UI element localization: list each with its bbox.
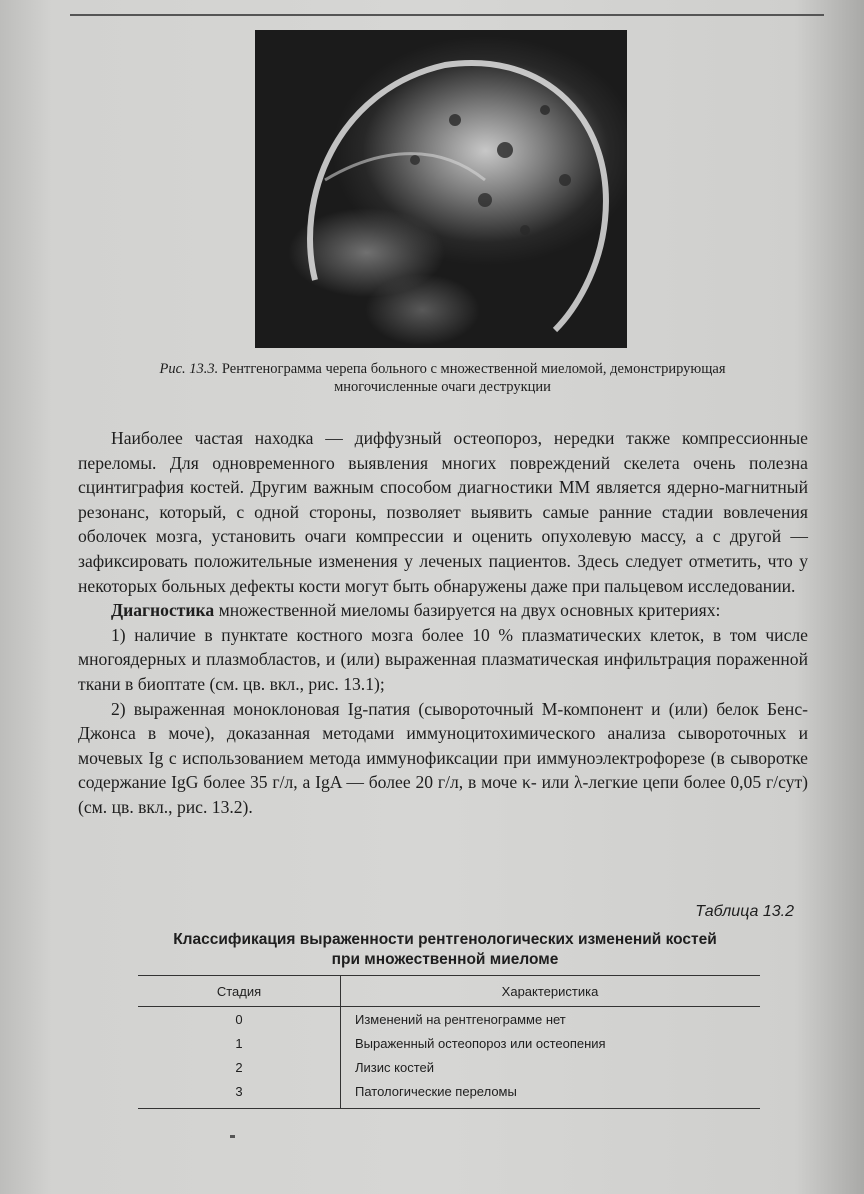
table-header-row (138, 976, 760, 1007)
table-number: Таблица 13.2 (695, 903, 794, 920)
stage-cell: 1 (138, 1031, 341, 1055)
figure-caption (75, 360, 810, 396)
description-cell: Изменений на рентгенограмме нет (355, 1011, 566, 1027)
stages-table (138, 975, 760, 1109)
stage-cell: 2 (138, 1055, 341, 1079)
skull-outline-illustration (255, 30, 627, 348)
description-cell: Лизис костей (355, 1059, 434, 1075)
paragraph-findings: Наиболее частая находка — диффузный остеопороз, нередки также компрессионные переломы. Для одновременного выявления многих повреждений скелета очень полезна сцинтиграфия костей. Другим важным способом диагностики ММ является ядерно-магнитный резонанс, который, с одной стороны, позволяет выявить самые ранние стадии вовлечения оболочек мозга, установить очаги компрессии и оценить опухолевую массу, а с другой — зафиксировать положительные изменения у леченых пациентов. Здесь следует отметить, что у некоторых больных дефекты кости могут быть обнаружены даже при пальцевом исследовании. (78, 428, 808, 596)
main-text (78, 426, 808, 820)
table-title-line-1: Классификация выраженности рентгенологических изменений костей (173, 931, 717, 948)
column-header-stage: Стадия (138, 976, 341, 1007)
running-header-rule (70, 0, 824, 16)
skull-xray-image (255, 30, 627, 348)
table-title (100, 930, 790, 970)
stage-cell: 3 (138, 1079, 341, 1109)
description-cell: Патологические переломы (341, 1079, 761, 1109)
table-title-line-2: при множественной миеломе (331, 951, 559, 968)
description-cell: Выраженный остеопороз или остеопения (355, 1035, 606, 1051)
paragraph-diagnostics (78, 598, 808, 623)
figure-caption-text-2: многочисленные очаги деструкции (334, 379, 551, 395)
table-row (138, 1007, 760, 1032)
paragraph-criterion-2: 2) выраженная моноклоновая Ig-патия (сывороточный М-компонент и (или) белок Бенс-Джонса в моче), доказанная методами иммуноцитохимического анализа сывороточных и мочевых Ig с использованием метода иммунофиксации при иммуноэлектрофорезе (в сыворотке содержание IgG более 35 г/л, а IgA — более 20 г/л, в моче κ- или λ-легкие цепи более 0,05 г/сут) (см. цв. вкл., рис. 13.2). (78, 698, 808, 817)
print-mark (230, 1135, 235, 1138)
diagnostics-intro: множественной миеломы базируется на двух основных критериях: (214, 600, 721, 621)
table-row (138, 1031, 760, 1055)
paragraph-criterion-1: 1) наличие в пунктате костного мозга более 10 % плазматических клеток, в том числе многоядерных и плазмобластов, и (или) выраженная плазматическая инфильтрация пораженной ткани в биоптате (см. цв. вкл., рис. 13.1); (78, 624, 808, 694)
figure-caption-text: Рентгенограмма черепа больного с множественной миеломой, демонстрирующая (221, 361, 726, 377)
table-row (138, 1079, 760, 1109)
stage-cell: 0 (138, 1007, 341, 1032)
column-header-description: Характеристика (341, 976, 761, 1007)
diagnostics-term: Диагностика (111, 600, 215, 621)
table-row (138, 1055, 760, 1079)
figure-label: Рис. 13.3. (159, 361, 219, 377)
